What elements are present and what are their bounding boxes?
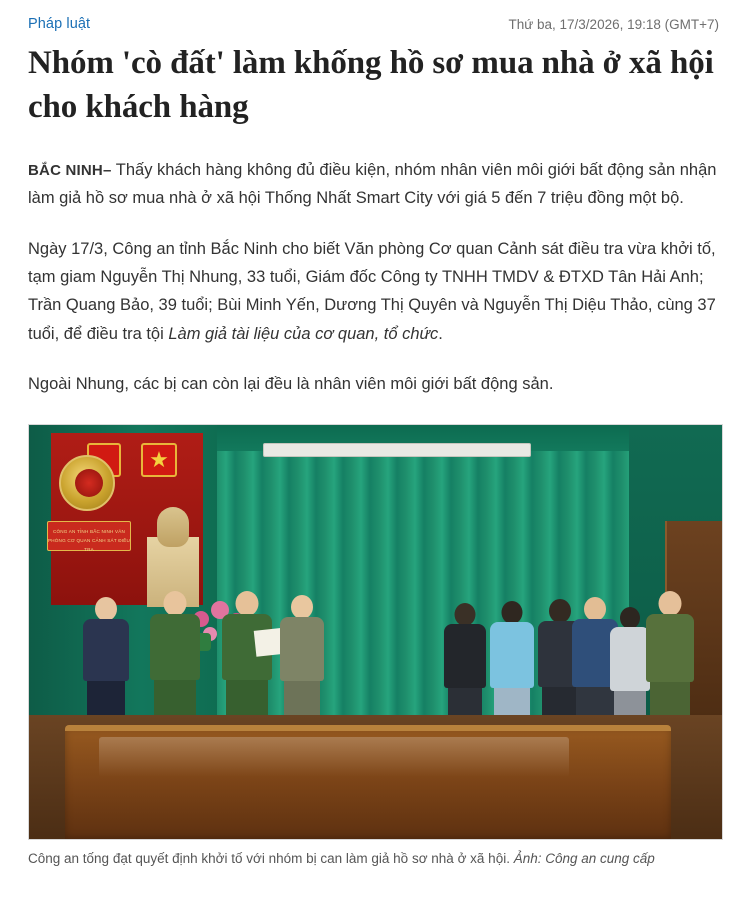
article-paragraph-1: [28, 235, 723, 349]
person-head: [455, 603, 476, 626]
person-torso: [444, 624, 486, 688]
person-head: [549, 599, 571, 623]
person-head: [620, 607, 640, 629]
person-head: [236, 591, 259, 616]
person-torso: [280, 617, 324, 681]
person-head: [584, 597, 606, 621]
police-emblem-icon: [59, 455, 115, 511]
person-torso: [490, 622, 534, 688]
caption-credit-label: Ảnh:: [513, 851, 542, 867]
category-link[interactable]: Pháp luật: [28, 16, 91, 32]
publish-timestamp: Thứ ba, 17/3/2026, 19:18 (GMT+7): [508, 16, 719, 32]
table-reflection: [99, 737, 569, 777]
article-lead: [28, 156, 723, 213]
lead-location: BẮC NINH: [28, 161, 103, 179]
lead-dash: –: [102, 161, 112, 179]
paragraph-2-part1: Ngoài Nhung, các bị can còn lại đều là nhân viên môi giới bất động sản.: [28, 375, 554, 393]
star-flag-icon: ★: [141, 443, 177, 477]
person-torso: [150, 614, 200, 680]
person-torso: [646, 614, 694, 682]
paragraph-1-part2: .: [438, 324, 443, 343]
unit-signboard: CÔNG AN TỈNH BẮC NINH VĂN PHÒNG CƠ QUAN CẢNH SÁT ĐIỀU TRA: [47, 521, 131, 551]
article-figure: [28, 424, 723, 869]
page-title: Nhóm 'cò đất' làm khống hồ sơ mua nhà ở xã hội cho khách hàng: [28, 45, 714, 125]
person-torso: [83, 619, 129, 681]
person-head: [291, 595, 313, 619]
article-photo[interactable]: [28, 424, 723, 840]
person-head: [502, 601, 523, 624]
caption-text: Công an tống đạt quyết định khởi tố với nhóm bị can làm giả hồ sơ nhà ở xã hội.: [28, 851, 514, 867]
paragraph-1-italic: Làm giả tài liệu của cơ quan, tổ chức: [168, 324, 439, 343]
person-head: [659, 591, 682, 616]
lead-text: Thấy khách hàng không đủ điều kiện, nhóm nhân viên môi giới bất động sản nhận làm giả hồ sơ mua nhà ở xã hội Thống Nhất Smart City với giá 5 đến 7 triệu đồng một bộ.: [28, 160, 717, 208]
caption-credit: Công an cung cấp: [541, 851, 655, 867]
photo-caption: [28, 849, 723, 869]
article-topbar: [28, 0, 723, 34]
paragraph-1-part1: Ngày 17/3, Công an tỉnh Bắc Ninh cho biết Văn phòng Cơ quan Cảnh sát điều tra vừa khởi tố, tạm giam Nguyễn Thị Nhung, 33 tuổi, Giám đốc Công ty TNHH TMDV & ĐTXD Tân Hải Anh; Trần Quang Bảo, 39 tuổi; Bùi Minh Yến, Dương Thị Quyên và Nguyễn Thị Diệu Thảo, cùng 37 tuổi, để điều tra tội: [28, 239, 716, 343]
person-head: [95, 597, 117, 621]
person-head: [164, 591, 187, 616]
article-paragraph-2: [28, 370, 723, 398]
projector-screen: [263, 443, 531, 457]
bust-statue: [157, 507, 189, 547]
